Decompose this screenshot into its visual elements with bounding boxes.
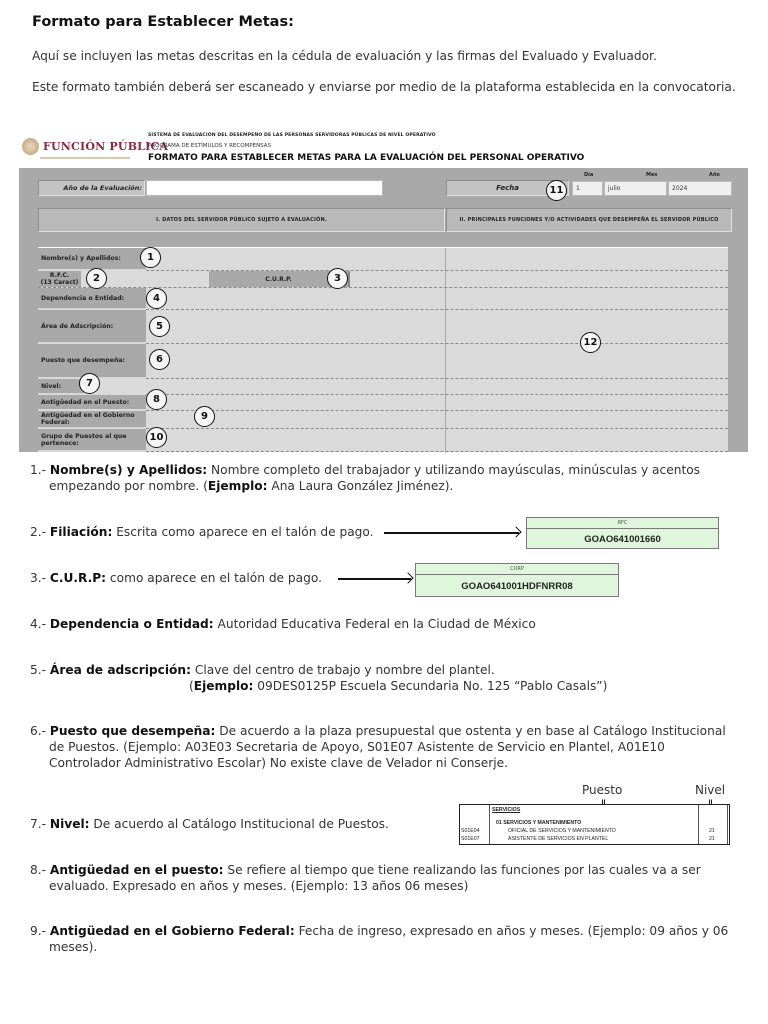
curp-example-value: GOAO641001HDFNRR08 bbox=[461, 580, 573, 592]
row-line bbox=[146, 428, 728, 429]
catalog-name-2: ASISTENTE DE SERVICIOS EN PLANTEL bbox=[508, 836, 609, 842]
instruction-4 bbox=[30, 616, 536, 632]
row-line bbox=[146, 378, 728, 379]
form-header bbox=[18, 130, 748, 168]
label-antig-puesto: Antigüedad en el Puesto: bbox=[38, 395, 146, 410]
catalog-level-1: 21 bbox=[709, 828, 715, 834]
instruction-1 bbox=[30, 462, 700, 494]
cont-post: Ana Laura González Jiménez). bbox=[267, 479, 454, 493]
catalog-code-1: S01E04 bbox=[461, 828, 480, 834]
anio-header: Año bbox=[709, 172, 720, 178]
form-grid bbox=[38, 247, 728, 452]
item-title: Nombre(s) y Apellidos: bbox=[49, 463, 208, 477]
item-number: 8.- bbox=[30, 863, 47, 877]
arrow-right-icon bbox=[338, 578, 411, 580]
row-line bbox=[146, 309, 728, 310]
item-number: 5.- bbox=[30, 663, 47, 677]
section-2-header: II. PRINCIPALES FUNCIONES Y/O ACTIVIDADES QUE DESEMPEÑA EL SERVIDOR PÚBLICO bbox=[446, 208, 732, 232]
row-line bbox=[146, 394, 728, 395]
rfc-label-line1: R.F.C. bbox=[49, 272, 70, 279]
item-number: 6.- bbox=[30, 724, 47, 738]
item-number: 9.- bbox=[30, 924, 47, 938]
form-title: FORMATO PARA ESTABLECER METAS PARA LA EVALUACIÓN DEL PERSONAL OPERATIVO bbox=[148, 153, 585, 163]
label-antig-gobierno: Antigüedad en el Gobierno Federal: bbox=[38, 411, 146, 428]
item-text: Nombre completo del trabajador y utilizando mayúsculas, minúsculas y acentos bbox=[207, 463, 701, 477]
row-line bbox=[146, 451, 728, 452]
label-puesto: Puesto que desempeña: bbox=[38, 344, 146, 378]
section-1-header: I. DATOS DEL SERVIDOR PÚBLICO SUJETO A EVALUACIÓN. bbox=[38, 208, 445, 232]
evaluation-form bbox=[19, 168, 748, 452]
catalog-group: SERVICIOS bbox=[492, 807, 521, 813]
item-continuation bbox=[30, 478, 700, 494]
callout-8: 8 bbox=[146, 389, 167, 410]
item-number: 7.- bbox=[30, 817, 47, 831]
item-continuation-2: Controlador Administrativo Escolar) No existe clave de Velador ni Conserje. bbox=[49, 756, 509, 770]
catalog-divider bbox=[489, 805, 490, 844]
callout-6: 6 bbox=[149, 349, 170, 370]
cont-pre: empezando por nombre. ( bbox=[49, 479, 208, 493]
item-text: Escrita como aparece en el talón de pago. bbox=[112, 525, 374, 539]
item-text: como aparece en el talón de pago. bbox=[106, 571, 322, 585]
curp-example-title: CURP bbox=[416, 564, 618, 575]
callout-1: 1 bbox=[140, 247, 161, 268]
instruction-5 bbox=[30, 662, 607, 694]
row-line bbox=[146, 343, 728, 344]
cont-bold: Ejemplo: bbox=[207, 479, 268, 493]
seal-icon bbox=[22, 138, 39, 155]
funcion-publica-logo bbox=[22, 138, 168, 155]
catalog-excerpt bbox=[459, 804, 730, 845]
item-continuation: meses). bbox=[49, 940, 98, 954]
instruction-7 bbox=[30, 816, 389, 832]
page-heading: Formato para Establecer Metas: bbox=[32, 14, 294, 30]
catalog-divider bbox=[698, 805, 699, 844]
item-text: De acuerdo al Catálogo Institucional de Puestos. bbox=[89, 817, 389, 831]
instruction-2 bbox=[30, 524, 374, 540]
column-divider bbox=[445, 248, 446, 453]
item-title: Área de adscripción: bbox=[49, 663, 191, 677]
item-number: 2.- bbox=[30, 525, 47, 539]
item-title: Nivel: bbox=[49, 817, 90, 831]
rfc-example-box bbox=[526, 517, 719, 549]
cont-pre: ( bbox=[189, 679, 194, 693]
catalog-subgroup: 01 SERVICIOS Y MANTENIMIENTO bbox=[496, 820, 582, 826]
callout-10: 10 bbox=[146, 427, 167, 448]
item-continuation bbox=[30, 678, 607, 694]
item-number: 1.- bbox=[30, 463, 47, 477]
instruction-8 bbox=[30, 862, 701, 894]
item-title: Puesto que desempeña: bbox=[49, 724, 216, 738]
catalog-level-2: 21 bbox=[709, 836, 715, 842]
item-text: Fecha de ingreso, expresado en años y meses. (Ejemplo: 09 años y 06 bbox=[294, 924, 729, 938]
anio-evaluacion-label: Año de la Evaluación: bbox=[38, 180, 145, 196]
item-title: Dependencia o Entidad: bbox=[49, 617, 214, 631]
dia-header: Día bbox=[584, 172, 594, 178]
curp-example-box bbox=[415, 563, 619, 597]
label-rfc bbox=[38, 271, 81, 287]
puesto-label: Puesto bbox=[582, 783, 623, 797]
intro-paragraph-2: Este formato también deberá ser escaneado y enviarse por medio de la plataforma establecida en la convocatoria. bbox=[32, 80, 736, 94]
item-number: 3.- bbox=[30, 571, 47, 585]
label-nombre: Nombre(s) y Apellidos: bbox=[38, 248, 146, 270]
instruction-9 bbox=[30, 923, 728, 955]
rfc-example-value: GOAO641001660 bbox=[584, 533, 661, 545]
label-area: Área de Adscripción: bbox=[38, 310, 146, 343]
intro-paragraph-1: Aquí se incluyen las metas descritas en la cédula de evaluación y las firmas del Evaluado y Evaluador. bbox=[32, 49, 657, 63]
callout-4: 4 bbox=[146, 288, 167, 309]
callout-9: 9 bbox=[194, 406, 215, 427]
item-title: C.U.R.P: bbox=[49, 571, 107, 585]
item-title: Antigüedad en el puesto: bbox=[49, 863, 224, 877]
logo-text: FUNCIÓN PÚBLICA bbox=[43, 140, 169, 153]
item-text: Se refiere al tiempo que tiene realizando las funciones por las cuales va a ser bbox=[223, 863, 701, 877]
item-text: Autoridad Educativa Federal en la Ciudad de México bbox=[213, 617, 536, 631]
item-continuation: evaluado. Expresado en años y meses. (Ejemplo: 13 años 06 meses) bbox=[49, 879, 469, 893]
cont-bold: Ejemplo: bbox=[193, 679, 254, 693]
mes-input[interactable]: julio bbox=[604, 181, 667, 196]
instruction-6 bbox=[30, 723, 740, 771]
callout-5: 5 bbox=[149, 316, 170, 337]
arrow-right-icon bbox=[384, 532, 519, 534]
anio-evaluacion-input[interactable] bbox=[146, 180, 383, 196]
callout-2: 2 bbox=[86, 268, 107, 289]
callout-3: 3 bbox=[327, 268, 348, 289]
rfc-example-title: RFC bbox=[527, 518, 718, 529]
cont-post: 09DES0125P Escuela Secundaria No. 125 “Pablo Casals”) bbox=[253, 679, 608, 693]
item-title: Antigüedad en el Gobierno Federal: bbox=[49, 924, 295, 938]
label-grupo: Grupo de Puestos al que pertenece: bbox=[38, 429, 146, 451]
row-line bbox=[146, 410, 728, 411]
instruction-3 bbox=[30, 570, 322, 586]
mes-header: Mes bbox=[646, 172, 658, 178]
catalog-name-1: OFICIAL DE SERVICIOS Y MANTENIMIENTO bbox=[508, 828, 616, 834]
nivel-label: Nivel bbox=[695, 783, 726, 797]
logo-subtitle-bar bbox=[40, 157, 130, 159]
label-curp: C.U.R.P. bbox=[209, 271, 350, 287]
dia-input[interactable]: 1 bbox=[572, 181, 603, 196]
fecha-label: Fecha bbox=[446, 180, 569, 196]
catalog-code-2: S01E07 bbox=[461, 836, 480, 842]
catalog-divider bbox=[727, 805, 728, 844]
label-nivel: Nivel: bbox=[38, 379, 86, 394]
form-system-title: SISTEMA DE EVALUACIÓN DEL DESEMPEÑO DE LAS PERSONAS SERVIDORAS PÚBLICAS DE NIVEL OPERATIVO bbox=[148, 133, 436, 138]
rfc-label-line2: (13 Caract) bbox=[40, 279, 79, 286]
form-program-title: PROGRAMA DE ESTÍMULOS Y RECOMPENSAS bbox=[148, 143, 272, 149]
callout-11: 11 bbox=[546, 180, 567, 201]
label-dependencia: Dependencia o Entidad: bbox=[38, 288, 146, 309]
callout-7: 7 bbox=[79, 373, 100, 394]
item-text: Clave del centro de trabajo y nombre del plantel. bbox=[190, 663, 495, 677]
item-text: De acuerdo a la plaza presupuestal que ostenta y en base al Catálogo Institucional bbox=[215, 724, 726, 738]
anio-input[interactable]: 2024 bbox=[668, 181, 732, 196]
item-number: 4.- bbox=[30, 617, 47, 631]
item-continuation-1: de Puestos. (Ejemplo: A03E03 Secretaria de Apoyo, S01E07 Asistente de Servicio en Plantel, A01E10 bbox=[49, 740, 665, 754]
callout-12: 12 bbox=[580, 332, 601, 353]
item-title: Filiación: bbox=[49, 525, 113, 539]
